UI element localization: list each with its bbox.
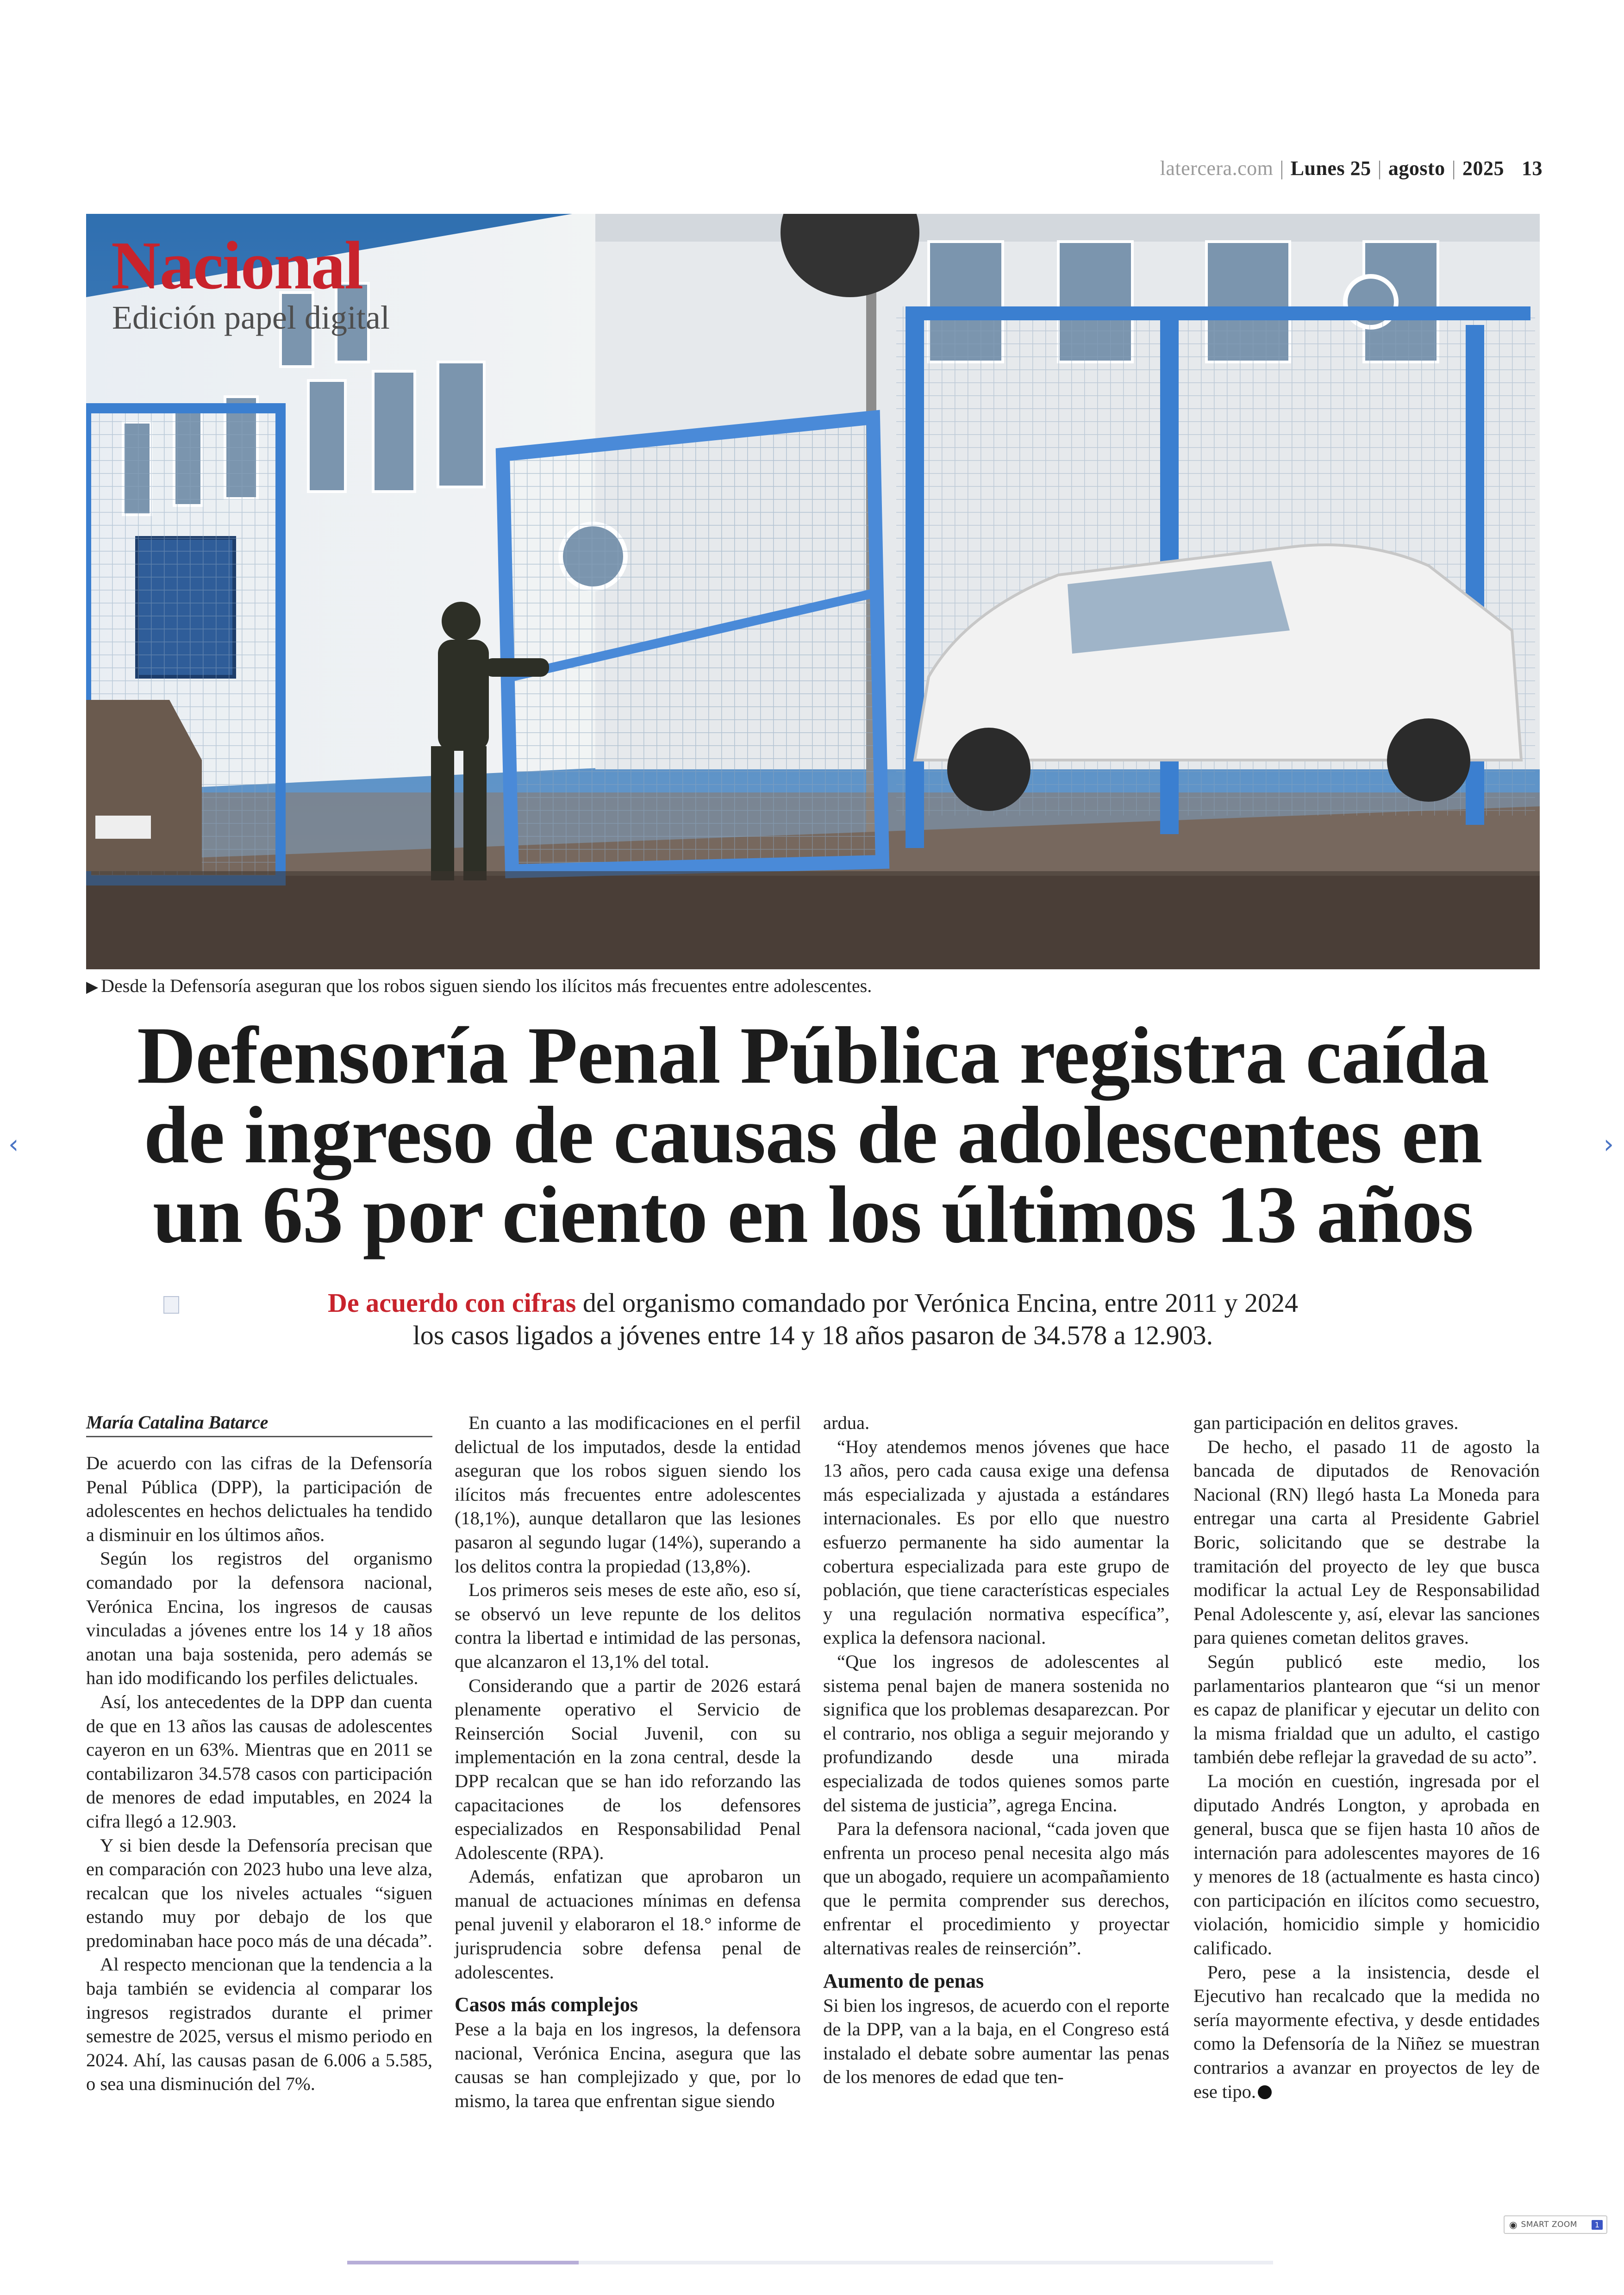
paragraph: De acuerdo con las cifras de la Defensoría Penal Pública (DPP), la participación de adolescentes en hechos delictuales ha tendido a disminuir en los últimos años. [86,1453,432,1545]
paragraph: Si bien los ingresos, de acuerdo con el reporte de la DPP, van a la baja, en el Congreso está instalado el debate sobre aumentar las penas de los menores de edad que ten- [823,1995,1169,2088]
headline-line: un 63 por ciento en los últimos 13 años [152,1170,1474,1260]
end-mark-icon [1258,2085,1272,2099]
section-heading: Casos más complejos [455,1993,638,2016]
section-title: Nacional [111,228,363,304]
smart-zoom-button[interactable] [1504,2215,1607,2234]
caption-arrow-icon: ▶ [86,979,99,996]
chevron-left-icon[interactable]: ‹ [8,1129,19,1160]
paragraph: gan participación en delitos graves. [1193,1412,1459,1433]
headline-line: Defensoría Penal Pública registra caída [137,1010,1489,1101]
paragraph: Los primeros seis meses de este año, eso sí, se observó un leve repunte de los delitos contra la libertad e intimidad de las personas, que alcanzaron el 13,1% del total. [455,1579,801,1672]
page-header: latercera.com | Lunes 25 | agosto | 2025 13 [1160,157,1543,180]
chevron-right-icon[interactable]: › [1603,1129,1614,1160]
paragraph: Al respecto mencionan que la tendencia a la baja también se evidencia al comparar los ingresos registrados durante el primer semestre de 2025, versus el mismo periodo en 2024. Ahí, las causas pasan de 6.006 a 5.585, o sea una disminución del 7%. [86,1954,432,2095]
paragraph: ardua. [823,1412,870,1433]
header-day: Lunes 25 [1290,157,1371,180]
eye-icon: ◉ [1509,2219,1518,2230]
article-column-1 [86,1411,432,2096]
paragraph: La moción en cuestión, ingresada por el diputado Andrés Longton, y aprobada en general, busca que se fijen hasta 10 años de internación para adolescentes mayores de 16 y menores de 18 (actualmente es hasta cinco) con participación en ilícitos como secuestro, violación, homicidio simple y homicidio calificado. [1193,1770,1540,1959]
smart-zoom-label: SMART ZOOM [1521,2220,1577,2229]
article-column-3 [823,1411,1169,2089]
smart-zoom-badge: 1 [1592,2220,1603,2230]
subheadline [86,1287,1540,1352]
header-month: agosto [1388,157,1445,180]
caption-text: Desde la Defensoría aseguran que los robos siguen siendo los ilícitos más frecuentes entre adolescentes. [101,975,872,996]
headline-line: de ingreso de causas de adolescentes en [144,1090,1482,1180]
paragraph: Además, enfatizan que aprobaron un manual de actuaciones mínimas en defensa penal juvenil y elaboraron el 18.° informe de jurisprudencia sobre defensa penal de adolescentes. [455,1866,801,1983]
section-subtitle: Edición papel digital [112,299,390,336]
section-heading: Aumento de penas [823,1969,984,1992]
paragraph: Considerando que a partir de 2026 estará plenamente operativo el Servicio de Reinserción Social Juvenil, con su implementación en la zona central, desde la DPP recalcan que se han ido reforzando las capacitaciones de los defensores especializados en Responsabilidad Penal Adolescente (RPA). [455,1675,801,1863]
paragraph: Y si bien desde la Defensoría precisan que en comparación con 2023 hubo una leve alza, recalcan que los niveles actuales “siguen estando muy por debajo de los que predominaban hace poco más de una década”. [86,1834,432,1951]
paragraph: “Hoy atendemos menos jóvenes que hace 13 años, pero cada causa exige una defensa más especializada y ajustada a estándares internacionales. Es por ello que nuestro esfuerzo permanente ha sido aumentar la cobertura especializada para este grupo de población, que tiene características especiales y una regulación normativa específica”, explica la defensora nacional. [823,1436,1169,1648]
paragraph: Para la defensora nacional, “cada joven que enfrenta un proceso penal necesita algo más que un abogado, requiere un acompañamiento que le permita comprender sus derechos, enfrentar el procedimiento y proyectar alternativas reales de reinserción”. [823,1818,1169,1959]
subhead-lead: De acuerdo con cifras [327,1288,576,1318]
article-column-2 [455,1411,801,2113]
byline: María Catalina Batarce [86,1411,432,1437]
paragraph: En cuanto a las modificaciones en el perfil delictual de los imputados, desde la entidad aseguran que los robos siguen siendo los ilícitos más frecuentes entre adolescentes (18,1%), aunque detallaron que las lesiones pasaron al segundo lugar (14%), superando a los delitos contra la propiedad (13,8%). [455,1412,801,1577]
paragraph: Así, los antecedentes de la DPP dan cuenta de que en 13 años las causas de adolescentes cayeron en un 63%. Mientras que en 2011 se contabilizaron 34.578 casos con participación de menores de edad imputables, en 2024 la cifra llegó a 12.903. [86,1691,432,1832]
subhead-text: del organismo comandado por Verónica Encina, entre 2011 y 2024 [576,1288,1299,1318]
article-column-4 [1193,1411,1540,2103]
page-progress-fill [347,2261,579,2264]
paragraph: “Que los ingresos de adolescentes al sistema penal bajen de manera sostenida no significa que los problemas desaparezcan. Por el contrario, nos obliga a seguir mejorando y profundizando desde una mirada especializada de todos quienes somos parte del sistema de justicia”, agrega Encina. [823,1651,1169,1815]
site-name: latercera.com [1160,157,1274,180]
paragraph: Según publicó este medio, los parlamentarios plantearon que “si un menor es capaz de planificar y ejecutar un delito con la misma frialdad que un adulto, el castigo también debe reflejar la gravedad de su acto”. [1193,1651,1540,1768]
header-year: 2025 [1462,157,1504,180]
paragraph-final [1193,1960,1540,2104]
paragraph: Pese a la baja en los ingresos, la defensora nacional, Verónica Encina, asegura que las causas se han complejizado y que, por lo mismo, la tarea que enfrentan sigue siendo [455,2019,801,2112]
subhead-text: los casos ligados a jóvenes entre 14 y 18 años pasaron de 34.578 a 12.903. [412,1320,1213,1350]
photo-caption [86,975,872,997]
paragraph-text: Pero, pese a la insistencia, desde el Ejecutivo han recalcado que la medida no sería mayormente efectiva, y desde entidades como la Defensoría de la Niñez se muestran contrarios a avanzar en proyectos de ley de ese tipo. [1193,1961,1540,2102]
headline [86,1010,1540,1260]
page-number: 13 [1522,157,1543,180]
paragraph: Según los registros del organismo comandado por la defensora nacional, Verónica Encina, los ingresos de causas vinculadas a jóvenes entre los 14 y 18 años anotan una baja sostenida, pero además se han ido modificando los perfiles delictuales. [86,1548,432,1689]
paragraph: De hecho, el pasado 11 de agosto la bancada de diputados de Renovación Nacional (RN) llegó hasta La Moneda para entregar una carta al Presidente Gabriel Boric, solicitando que se destrabe la tramitación del proyecto de ley que busca modificar la actual Ley de Responsabilidad Penal Adolescente y, así, elevar las sanciones para quienes cometan delitos graves. [1193,1436,1540,1648]
